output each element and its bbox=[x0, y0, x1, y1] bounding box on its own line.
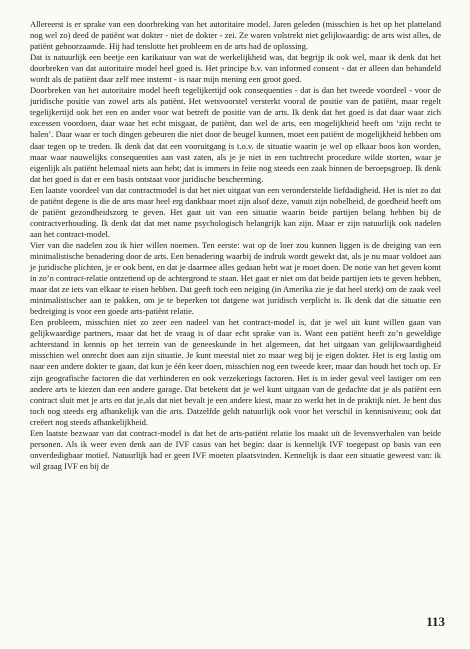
page-body bbox=[30, 19, 441, 472]
paragraph: Doorbreken van het autoritaire model heeft tegelijkertijd ook consequenties - dat is dan het tweede voordeel - voor de juridische positie van zowel arts als patiënt. Het wetsvoorstel versterkt vooral de positie van de patiënt, maar regelt tegelijkertijd ook het een en ander voor wat betreft de positie van de arts. Ik denk dat het goed is dat daar waar zich excessen voordoen, daar waar het echt misgaat, de patiënt, dan wel de arts, een mogelijkheid heeft om ‘zijn recht te halen’. Daar waar er toch dingen gebeuren die niet door de beugel kunnen, moet een patiënt de mogelijkheid hebben om daar tegen op te treden. Ik denk dat dat een vooruitgang is t.o.v. de situatie waarin je wel op elkaar boos kon worden, maar waar nauwelijks consequenties aan vast zaten, als je je niet in een tuchtrecht procedure wilde storten, waar je eigenlijk als patiënt helemaal niets aan hebt; dat is immers in feite nog steeds een zaak binnen de beroepsgroep. Ik denk dat het goed is dat er een basis ontstaat voor juridische bescherming. bbox=[30, 85, 441, 184]
paragraph: Allereerst is er sprake van een doorbreking van het autoritaire model. Jaren geleden (misschien is het op het platteland nog wel zo) deed de patiënt wat dokter - niet de dokter - zei. Ze waren volstrekt niet gelijkwaardig: de arts wist alles, de patiënt gehoorzaamde. Hij had tenslotte het probleem en de arts had de oplossing. bbox=[30, 19, 441, 52]
paragraph: Een probleem, misschien niet zo zeer een nadeel van het contract-model is, dat je wel uit kunt willen gaan van gelijkwaardige partners, maar dat het de vraag is of daar echt sprake van is. Want een patiënt heeft zo’n geweldige achterstand in kennis op het terrein van de geneeskunde in het algemeen, dat het uitgaan van gelijkwaardigheid misschien wel onrecht doet aan zijn situatie. Je kunt meestal niet zo maar weg bij je eigen dokter. Het is erg lastig om naar een andere dokter te gaan, dat kun je één keer doen, misschien nog een tweede keer, maar dan houdt het toch op. Er zijn geografische factoren die dat verhinderen en ook verzekerings factoren. Het is in ieder geval veel lastiger om een andere arts te kiezen dan een andere garage. Dat betekent dat je wel kunt uitgaan van de gedachte dat je als patiënt een contract sluit met je arts en dat je,als dat niet bevalt je een andere kiest, maar zo werkt het in de praktijk niet. Je bent dus toch nog steeds erg afhankelijk van die arts. Datzelfde geldt natuurlijk ook voor het verschil in kennisniveau; ook dat creëert nog steeds afhankelijkheid. bbox=[30, 317, 441, 427]
paragraph: Dat is natuurlijk een beetje een karikatuur van wat de werkelijkheid was, dat begrijp ik ook wel, maar ik denk dat het doorbreken van dat autoritaire model heel goed is. Het principe b.v. van informed consent - dat er alleen dan behandeld wordt als de patiënt daar zelf mee instemt - is naar mijn mening een groot goed. bbox=[30, 52, 441, 85]
paragraph: Een laatste voordeel van dat contractmodel is dat het niet uitgaat van een veronderstelde liefdadigheid. Het is niet zo dat de patiënt degene is die de arts maar heel erg dankbaar moet zijn alsof deze, vanuit zijn nobelheid, de goedheid heeft om de patiënt gezondheidszorg te geven. Het gaat uit van een situatie waarin beide partijen belang hebben bij de contractverhouding. Ik denk dat dat met name psychologisch belangrijk kan zijn. Maar er zijn natuurlijk ook nadelen aan het contract-model. bbox=[30, 184, 441, 239]
paragraph: Vier van die nadelen zou ik hier willen noemen. Ten eerste: wat op de loer zou kunnen liggen is de dreiging van een minimalistische benadering door de arts. Een benadering waarbij de indruk wordt gewekt dat, als je nu maar voldoet aan je juridische plichten, je er ook bent, en dat je daarmee alles gedaan hebt wat je moet doen. De notie van het geven komt in zo’n contract-relatie ontzettend op de achtergrond te staan. Het gaat er niet om dat beide partijen iets te geven hebben, maar dat ze iets van elkaar te eisen hebben. Dat geeft toch een neiging (in Amerika zie je dat heel sterk) om de zaak veel minimalistischer aan te pakken, om je te beperken tot datgene wat juridisch verplicht is. Ik denk dat die situatie een bedreiging is voor een goede arts-patiënt relatie. bbox=[30, 239, 441, 317]
page-number: 113 bbox=[426, 614, 445, 629]
paragraph: Een laatste bezwaar van dat contract-model is dat het de arts-patiënt relatie los maakt uit de levensverhalen van beide personen. Als ik weer even denk aan de IVF casus van het begin: daar is kennelijk IVF toegepast op basis van een onverdedigbaar motief. Natuurlijk had er geen IVF moeten plaatsvinden. Kennelijk is daar een situatie geweest van: ik wil graag IVF en bij de bbox=[30, 427, 441, 471]
